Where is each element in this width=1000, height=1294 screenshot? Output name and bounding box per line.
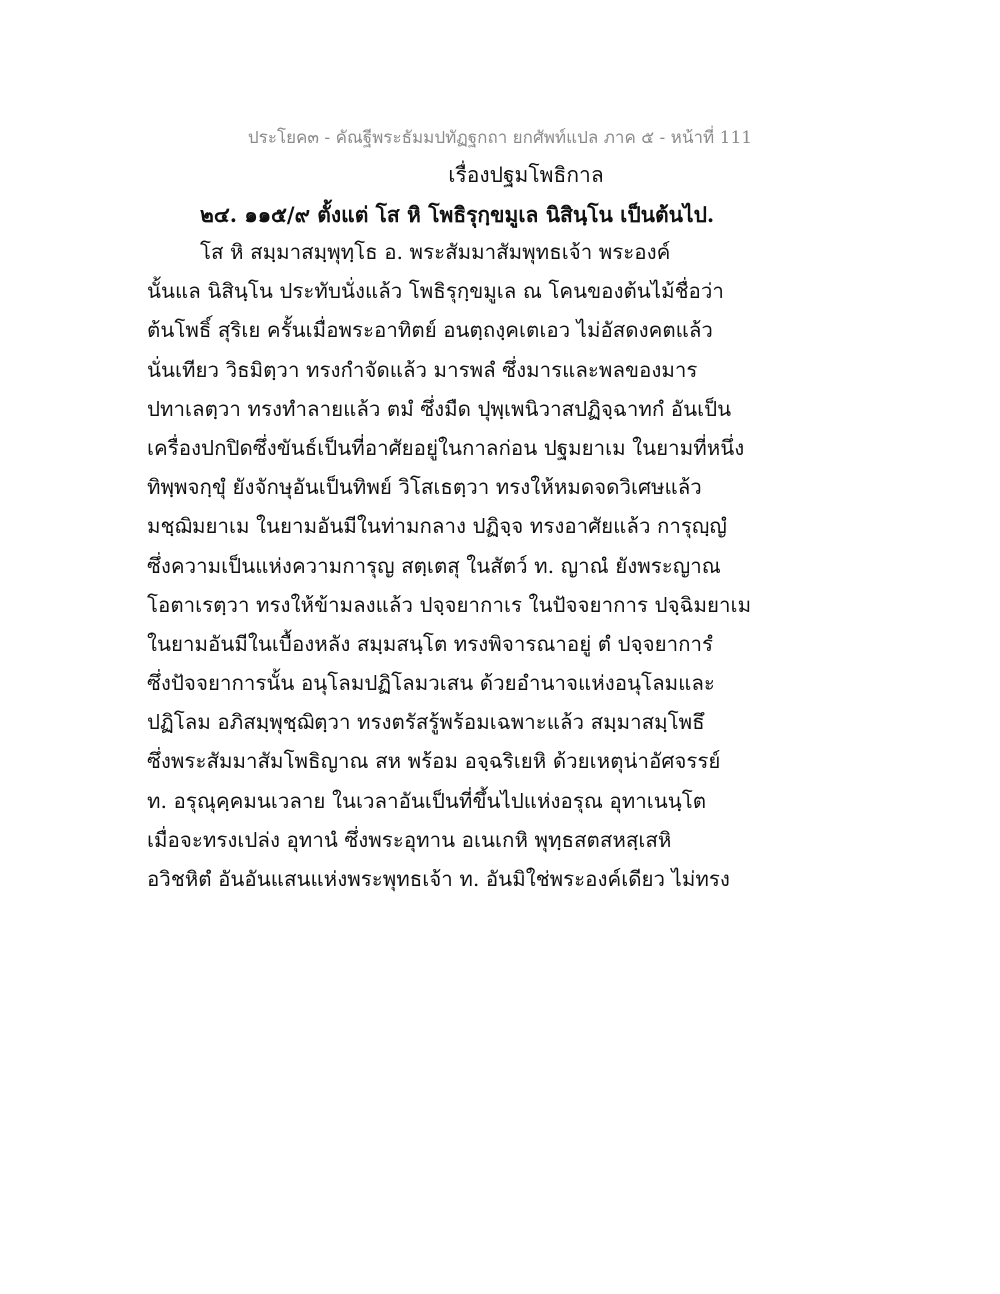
body-line: ต้นโพธิ์ สุริเย ครั้นเมื่อพระอาทิตย์ อนตฺถงฺคเตเอว ไม่อัสดงคตแล้ว [147,318,713,343]
body-line: ในยามอันมีในเบื้องหลัง สมฺมสนฺโต ทรงพิจารณาอยู่ ตํ ปจฺจยาการํ [147,631,714,656]
body-line: เมื่อจะทรงเปล่ง อุทานํ ซึ่งพระอุทาน อเนเกหิ พุทฺธสตสหสฺเสหิ [147,827,672,852]
body-line: ซึ่งปัจจยาการนั้น อนุโลมปฏิโลมวเสน ด้วยอำนาจแห่งอนุโลมและ [147,671,715,696]
story-title: เรื่องปฐมโพธิกาล [448,163,604,187]
body-line: ปทาเลตฺวา ทรงทำลายแล้ว ตมํ ซึ่งมืด ปุพฺเพนิวาสปฏิจฺฉาทกํ อันเป็น [147,396,732,421]
body-line: ปฏิโลม อภิสมฺพุชฺฌิตฺวา ทรงตรัสรู้พร้อมเฉพาะแล้ว สมฺมาสมฺโพธึ [147,710,705,735]
body-line: อวิชหิตํ อันอันแสนแห่งพระพุทธเจ้า ท. อันมิใช่พระองค์เดียว ไม่ทรง [147,867,730,891]
body-line: ซึ่งความเป็นแห่งความการุญ สตฺเตสุ ในสัตว์ ท. ญาณํ ยังพระญาณ [147,553,721,578]
body-text [147,233,752,899]
body-line: ท. อรุณุคฺคมนเวลาย ในเวลาอันเป็นที่ขึ้นไปแห่งอรุณ อุทาเนนฺโต [147,788,707,813]
body-line: ทิพฺพจกฺขุํ ยังจักษุอันเป็นทิพย์ วิโสเธตฺวา ทรงให้หมดจดวิเศษแล้ว [147,475,702,500]
running-header [0,124,1000,151]
body-line: เครื่องปกปิดซึ่งขันธ์เป็นที่อาศัยอยู่ในกาลก่อน ปฐมยาเม ในยามที่หนึ่ง [147,435,745,460]
section-heading: ๒๔. ๑๑๕/๙ ตั้งแต่ โส หิ โพธิรุกฺขมูเล นิสินฺโน เป็นต้นไป. [200,202,715,227]
running-header-text: ประโยค๓ - คัณฐีพระธัมมปทัฏฐกถา ยกศัพท์แปล ภาค ๕ - หน้าที่ 111 [247,128,753,148]
body-line: มชฺฌิมยาเม ในยามอันมีในท่ามกลาง ปฏิจฺจ ทรงอาศัยแล้ว การุญฺญํ [147,514,727,539]
body-line: โอตาเรตฺวา ทรงให้ข้ามลงแล้ว ปจฺจยากาเร ในปัจจยาการ ปจฺฉิมยาเม [147,592,752,617]
body-line: นั่นเทียว วิธมิตฺวา ทรงกำจัดแล้ว มารพลํ ซึ่งมารและพลของมาร [147,357,698,382]
body-line: โส หิ สมฺมาสมฺพุทฺโธ อ. พระสัมมาสัมพุทธเจ้า พระองค์ [200,240,671,264]
body-line: ซึ่งพระสัมมาสัมโพธิญาณ สห พร้อม อจฺฉริเยหิ ด้วยเหตุน่าอัศจรรย์ [147,749,721,774]
body-line: นั้นแล นิสินฺโน ประทับนั่งแล้ว โพธิรุกฺขมูเล ณ โคนของต้นไม้ชื่อว่า [147,279,724,304]
